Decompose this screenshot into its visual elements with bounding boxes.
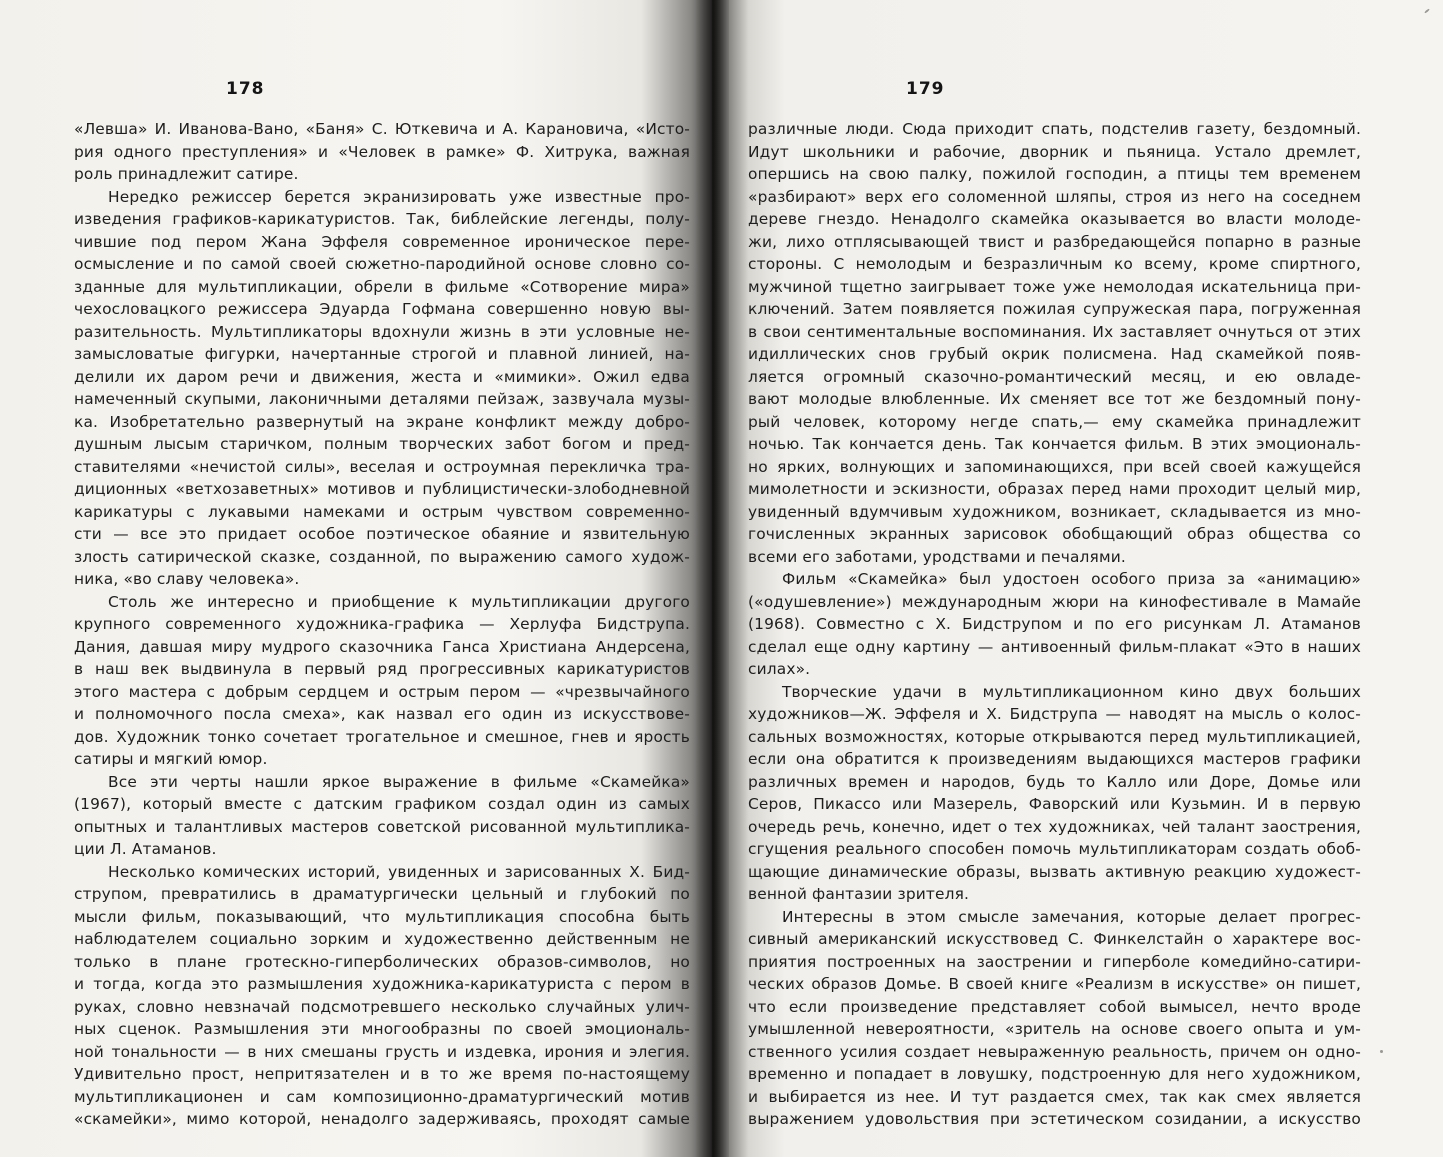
text-line: увиденный вдумчивым художником, возникает, складывается из мно-: [748, 502, 1361, 521]
text-line: осмысление и по самой своей сюжетно-пародийной основе словно со-: [74, 255, 690, 273]
text-line: мимолетности и эскизности, образах перед нами проходит целый мир,: [748, 480, 1361, 498]
text-line: гочисленных экранных зарисовок обобщающий образ общества со: [748, 525, 1361, 543]
page-number: 179: [906, 79, 945, 99]
text-line: и полномочного посла смеха», как назвал его один из искусствове-: [74, 705, 690, 723]
text-line: сальных возможностях, которые открываются перед мультипликацией,: [748, 727, 1361, 746]
text-line: опытных и талантливых мастеров советской рисованной мультиплика-: [74, 817, 690, 836]
text-line: только в плане гротескно-гиперболических образов-символов, но: [74, 952, 690, 971]
text-line: ника, «во славу человека».: [74, 570, 300, 588]
text-line: и тогда, когда это размышления художника-карикатуриста с пером в: [74, 975, 690, 993]
text-line: приятия построенных на заострении и гиперболе комедийно-сатири-: [748, 952, 1361, 971]
text-line: Дания, давшая миру мудрого сказочника Ганса Христиана Андерсена,: [74, 637, 690, 656]
text-line: выражением удовольствия при эстетическом созидании, а искусство: [748, 1110, 1361, 1128]
text-line: струпом, превратились в драматургически цельный и глубокий по: [74, 885, 690, 903]
text-line: Столь же интересно и приобщение к мультипликации другого: [108, 592, 690, 611]
paper-speck: [1380, 1050, 1383, 1053]
text-line: Нередко режиссер берется экранизировать уже известные про-: [108, 187, 690, 206]
text-line: крупного современного художника-графика — Херлуфа Бидструпа.: [74, 615, 690, 633]
text-line: различных времен и народов, будь то Калло или Доре, Домье или: [748, 772, 1361, 791]
left-page: [0, 0, 712, 1157]
text-line: всеми его заботами, уродствами и печалями.: [748, 547, 1126, 566]
text-line: Несколько комических историй, увиденных и зарисованных Х. Бид-: [108, 862, 690, 881]
text-line: стороны. С немолодым и безразличным ко всему, кроме спиртного,: [748, 255, 1361, 273]
text-line: чившие под пером Жана Эффеля современное ироническое пере-: [74, 232, 690, 251]
text-line: Творческие удачи в мультипликационном кино двух больших: [782, 682, 1361, 701]
text-line: Удивительно прост, непритязателен и в то же время по-настоящему: [74, 1065, 690, 1083]
text-line: («одушевление») международным жюри на кинофестивале в Мамайе: [748, 592, 1361, 611]
text-line: (1967), который вместе с датским графиком создал один из самых: [74, 795, 690, 813]
text-line: в свои сентиментальные воспоминания. Их заставляет очнуться от этих: [748, 322, 1361, 341]
text-line: руках, словно невзначай подсмотревшего несколько случайных улич-: [74, 997, 690, 1016]
text-line: опершись на свою палку, пожилой господин, а птицы тем временем: [748, 165, 1361, 183]
text-line: Фильм «Скамейка» был удостоен особого приза за «анимацию»: [782, 570, 1361, 588]
text-line: мужчиной тщетно заигрывает тоже уже немолодая искательница при-: [748, 277, 1361, 296]
text-line: художников—Ж. Эффеля и Х. Бидструпа — наводят на мысль о колос-: [748, 705, 1361, 723]
text-line: сгущения реального способен помочь мультипликаторам создать обоб-: [748, 840, 1361, 858]
text-line: замысловатые фигурки, начертанные строгой и плавной линией, на-: [74, 345, 690, 363]
text-line: ной тональности — в них смешаны грусть и издевка, ирония и элегия.: [74, 1042, 690, 1061]
text-line: ных сценок. Размышления эти многообразны по своей эмоциональ-: [74, 1020, 690, 1038]
text-line: Все эти черты нашли яркое выражение в фильме «Скамейка»: [108, 772, 690, 791]
text-line: изведения графиков-карикатуристов. Так, библейские легенды, полу-: [74, 210, 690, 228]
text-line: душным лысым старичком, полным творческих забот богом и пред-: [74, 435, 690, 453]
text-line: этого мастера с добрым сердцем и острым пером — «чрезвычайного: [74, 682, 690, 701]
page-number: 178: [226, 79, 265, 99]
text-line: в наш век выдвинула в первый ряд прогрессивных карикатуристов: [74, 660, 690, 678]
text-line: рия одного преступления» и «Человек в рамке» Ф. Хитрука, важная: [74, 142, 690, 161]
text-line: что если произведение представляет собой вымысел, нечто вроде: [748, 997, 1361, 1016]
text-line: «Левша» И. Иванова-Вано, «Баня» С. Юткевича и А. Карановича, «Исто-: [74, 120, 690, 138]
text-line: силах».: [748, 660, 811, 678]
text-line: чехословацкого режиссера Эдуарда Гофмана совершенно новую вы-: [74, 300, 690, 318]
text-line: ставителями «нечистой силы», веселая и остроумная перекличка тра-: [74, 457, 690, 476]
text-line: рый человек, которому негде спать,— ему скамейка принадлежит: [748, 412, 1361, 431]
text-line: ка. Изобретательно развернутый на экране конфликт между добро-: [74, 412, 690, 431]
text-line: щающие динамические образы, вызвать активную реакцию художест-: [748, 862, 1361, 881]
text-line: вают молодые влюбленные. Их сменяет все тот же бездомный пону-: [748, 390, 1361, 408]
text-line: роль принадлежит сатире.: [74, 165, 299, 183]
text-line: очередь речь, конечно, идет о тех художниках, чей талант заострения,: [748, 817, 1361, 836]
text-line: мультипликационен и сам композиционно-драматургический мотив: [74, 1087, 690, 1106]
text-line: дов. Художник тонко сочетает трогательное и смешное, гнев и ярость: [74, 727, 690, 746]
right-page: [712, 0, 1443, 1157]
text-line: ческих образов Домье. В своей книге «Реализм в искусстве» он пишет,: [748, 975, 1361, 993]
text-line: умышленной невероятности, «зритель на основе своего опыта и ум-: [748, 1020, 1361, 1038]
text-line: сделал еще одну картину — антивоенный фильм-плакат «Это в наших: [748, 637, 1361, 656]
text-line: временно и попадает в ловушку, подстроенную для него художником,: [748, 1065, 1361, 1083]
text-line: ключений. Затем появляется пожилая супружеская пара, погруженная: [748, 300, 1361, 318]
text-line: намеченный скупыми, лаконичными деталями пейзаж, зазвучала музы-: [74, 390, 690, 408]
text-line: наблюдателем социально зорким и художественно действенным не: [74, 930, 690, 948]
text-line: сти — все это придает особое поэтическое обаяние и язвительную: [74, 525, 690, 543]
text-line: жи, лихо отплясывающей твист и разбредающейся попарно в разные: [748, 232, 1361, 251]
text-line: сатиры и мягкий юмор.: [74, 750, 268, 768]
text-line: Интересны в этом смысле замечания, которые делает прогрес-: [782, 907, 1361, 926]
text-line: делили их даром речи и движения, жеста и «мимики». Ожил едва: [74, 367, 690, 386]
text-line: диционных «ветхозаветных» мотивов и публицистически-злободневной: [74, 480, 690, 498]
text-line: дереве гнездо. Ненадолго скамейка оказывается во власти молоде-: [748, 210, 1361, 228]
text-line: и выбирается из нее. И тут раздается смех, так как смех является: [748, 1087, 1361, 1106]
text-line: (1968). Совместно с Х. Бидструпом и по его рисункам Л. Атаманов: [748, 615, 1361, 633]
text-line: но ярких, волнующих и запоминающихся, при всей своей кажущейся: [748, 457, 1361, 476]
text-line: венной фантазии зрителя.: [748, 885, 970, 903]
text-line: «разбирают» верх его соломенной шляпы, строя из него на соседнем: [748, 187, 1361, 206]
page-text: [74, 118, 690, 1131]
text-line: если она обратится к произведениям выдающихся мастеров графики: [748, 750, 1361, 768]
text-line: ции Л. Атаманов.: [74, 840, 217, 858]
text-line: Идут школьники и рабочие, дворник и пьяница. Устало дремлет,: [748, 142, 1361, 161]
text-line: разительность. Мультипликаторы вдохнули жизнь в эти условные не-: [74, 322, 690, 341]
text-line: сивный американский искусствовед С. Финкелстайн о характере вос-: [748, 930, 1361, 948]
text-line: ночью. Так кончается день. Так кончается фильм. В этих эмоциональ-: [748, 435, 1361, 453]
text-line: ственного усилия создает невыраженную реальность, причем он одно-: [748, 1042, 1361, 1061]
text-line: карикатуры с лукавыми намеками и острым чувством современно-: [74, 502, 690, 521]
text-line: «скамейки», мимо которой, ненадолго задерживаясь, проходят самые: [74, 1110, 690, 1128]
text-line: ляется огромный сказочно-романтический месяц, и ею овладе-: [748, 367, 1361, 386]
text-line: злость сатирической сказке, созданной, по выражению самого худож-: [74, 547, 690, 566]
text-line: Серов, Пикассо или Мазерель, Фаворский или Кузьмин. И в первую: [748, 795, 1361, 813]
text-line: идиллических снов грубый окрик полисмена. Над скамейкой появ-: [748, 345, 1361, 363]
text-line: мысли фильм, показывающий, что мультипликация способна быть: [74, 907, 690, 926]
text-line: зданные для мультипликации, обрели в фильме «Сотворение мира»: [74, 277, 690, 296]
text-line: различные люди. Сюда приходит спать, подстелив газету, бездомный.: [748, 120, 1361, 138]
page-text: [748, 118, 1361, 1131]
